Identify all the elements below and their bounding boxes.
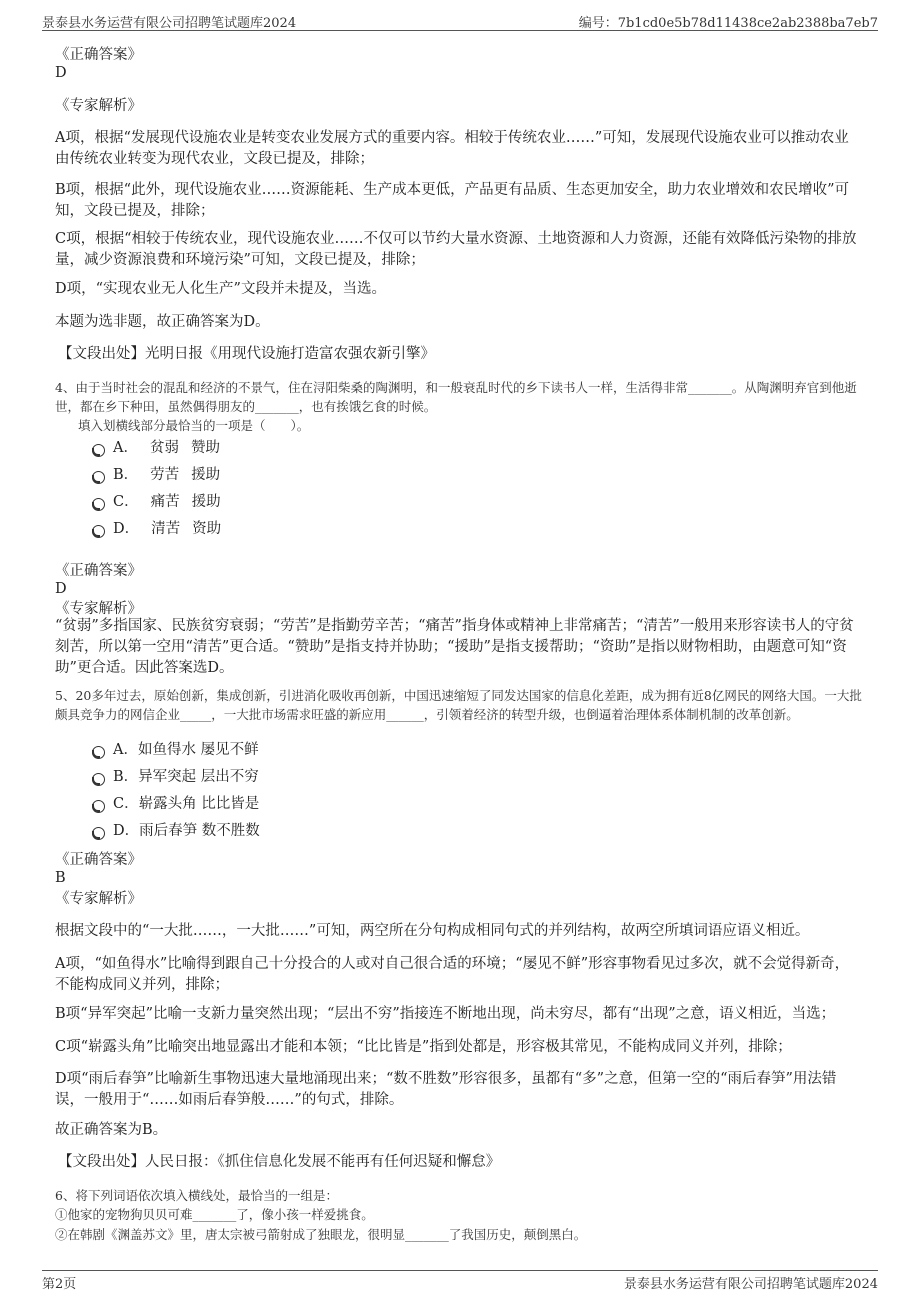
- q5-paragraph: B项“异军突起”比喻一支新力量突然出现；“层出不穷”指接连不断地出现，尚未穷尽，都有“出现”之意，语义相近，当选；: [55, 1006, 836, 1022]
- q5-source: 【文段出处】人民日报：《抓住信息化发展不能再有任何迟疑和懈怠》: [58, 1154, 501, 1170]
- header-serial: 编号：7b1cd0e5b78d11438ce2ab2388ba7eb7: [578, 16, 878, 31]
- page-footer: [42, 1270, 878, 1295]
- q5-paragraph: 故正确答案为B。: [55, 1122, 168, 1138]
- q5-paragraph: C项“崭露头角”比喻突出地显露出才能和本领；“比比皆是”指到处都是，形容极其常见，不能构成同义并列，排除；: [55, 1039, 792, 1055]
- radio-icon[interactable]: [92, 525, 105, 538]
- q4-answer: D: [55, 581, 67, 597]
- q5-option-c[interactable]: C．崭露头角 比比皆是: [92, 793, 259, 815]
- q6-line: ②在韩剧《渊盖苏文》里，唐太宗被弓箭射成了独眼龙，很明显_______了我国历史，颠倒黑白。: [55, 1227, 587, 1242]
- q3-source: 【文段出处】光明日报《用现代设施打造富农强农新引擎》: [58, 346, 435, 362]
- q3-analysis-label: 《专家解析》: [55, 98, 142, 114]
- q4-stem: 4、由于当时社会的混乱和经济的不景气，住在浔阳柴桑的陶渊明，和一般衰乱时代的乡下读书人一样，生活得非常_______。从陶渊明弃官到他逝世，都在乡下种田，虽然偶得朋友的_______，也有挨饿乞食的时候。: [55, 380, 857, 414]
- radio-icon[interactable]: [92, 444, 105, 457]
- q3-paragraph: 本题为选非题，故正确答案为D。: [55, 314, 270, 330]
- q5-analysis-label: 《专家解析》: [55, 891, 142, 907]
- q5-answer-label: 《正确答案》: [55, 852, 142, 868]
- page-number: 第2页: [42, 1277, 77, 1292]
- radio-icon[interactable]: [92, 746, 105, 759]
- q4-option-a[interactable]: A． 贫弱 赞助: [92, 437, 220, 459]
- q3-answer-label: 《正确答案》: [55, 47, 142, 63]
- q4-analysis-label: 《专家解析》: [55, 601, 142, 617]
- footer-title: 景泰县水务运营有限公司招聘笔试题库2024: [623, 1277, 878, 1292]
- radio-icon[interactable]: [92, 800, 105, 813]
- q5-option-d[interactable]: D．雨后春笋 数不胜数: [92, 820, 260, 842]
- q5-paragraph: A项，“如鱼得水”比喻得到跟自己十分投合的人或对自己很合适的环境；“屡见不鲜”形容事物看见过多次，就不会觉得新奇，不能构成同义并列，排除；: [55, 956, 850, 993]
- q5-paragraph: 根据文段中的“一大批……，一大批……”可知，两空所在分句构成相同句式的并列结构，故两空所填词语应语义相近。: [55, 923, 810, 939]
- q3-answer: D: [55, 65, 67, 81]
- q3-paragraph: C项，根据“相较于传统农业，现代设施农业……不仅可以节约大量水资源、土地资源和人力资源，还能有效降低污染物的排放量，减少资源浪费和环境污染”可知，文段已提及，排除；: [55, 231, 857, 268]
- q3-paragraph: D项，“实现农业无人化生产”文段并未提及，当选。: [55, 281, 386, 297]
- q5-stem: 5、20多年过去，原始创新，集成创新，引进消化吸收再创新，中国迅速缩短了同发达国家的信息化差距，成为拥有近8亿网民的网络大国。一大批颇具竞争力的网信企业_____，一大批市场需求旺盛的新应用______，引领着经济的转型升级，也倒逼着治理体系体制机制的改革创新。: [55, 688, 862, 722]
- q5-option-a[interactable]: A．如鱼得水 屡见不鲜: [92, 739, 259, 761]
- page-header: [42, 10, 878, 31]
- q6-stem: 6、将下列词语依次填入横线处，最恰当的一组是：: [55, 1188, 338, 1203]
- q3-paragraph: B项，根据“此外，现代设施农业……资源能耗、生产成本更低，产品更有品质、生态更加安全，助力农业增效和农民增收”可知，文段已提及，排除；: [55, 182, 849, 219]
- radio-icon[interactable]: [92, 498, 105, 511]
- q4-analysis: “贫弱”多指国家、民族贫穷衰弱；“劳苦”是指勤劳辛苦；“痛苦”指身体或精神上非常痛苦；“清苦”一般用来形容读书人的守贫刻苦，所以第一空用“清苦”更合适。“赞助”是指支持并协助；“援助”是指支援帮助；“资助”是指以财物相助，由题意可知“资助”更合适。因此答案选D。: [55, 618, 854, 676]
- q4-option-b[interactable]: B． 劳苦 援助: [92, 464, 220, 486]
- q5-paragraph: D项“雨后春笋”比喻新生事物迅速大量地涌现出来；“数不胜数”形容很多，虽都有“多”之意，但第一空的“雨后春笋”用法错误，一般用于“……如雨后春笋般……”的句式，排除。: [55, 1071, 837, 1108]
- q4-option-d[interactable]: D． 清苦 资助: [92, 518, 221, 540]
- q3-paragraph: A项，根据“发展现代设施农业是转变农业发展方式的重要内容。相较于传统农业……”可知，发展现代设施农业可以推动农业由传统农业转变为现代农业，文段已提及，排除；: [55, 130, 849, 167]
- q4-answer-label: 《正确答案》: [55, 563, 142, 579]
- header-title: 景泰县水务运营有限公司招聘笔试题库2024: [42, 16, 297, 31]
- q4-prompt: 填入划横线部分最恰当的一项是（ ）。: [78, 418, 310, 433]
- q5-answer: B: [55, 870, 66, 886]
- radio-icon[interactable]: [92, 773, 105, 786]
- q5-option-b[interactable]: B．异军突起 层出不穷: [92, 766, 259, 788]
- q4-option-c[interactable]: C． 痛苦 援助: [92, 491, 221, 513]
- q6-line: ①他家的宠物狗贝贝可难_______了，像小孩一样爱挑食。: [55, 1207, 374, 1222]
- radio-icon[interactable]: [92, 827, 105, 840]
- radio-icon[interactable]: [92, 471, 105, 484]
